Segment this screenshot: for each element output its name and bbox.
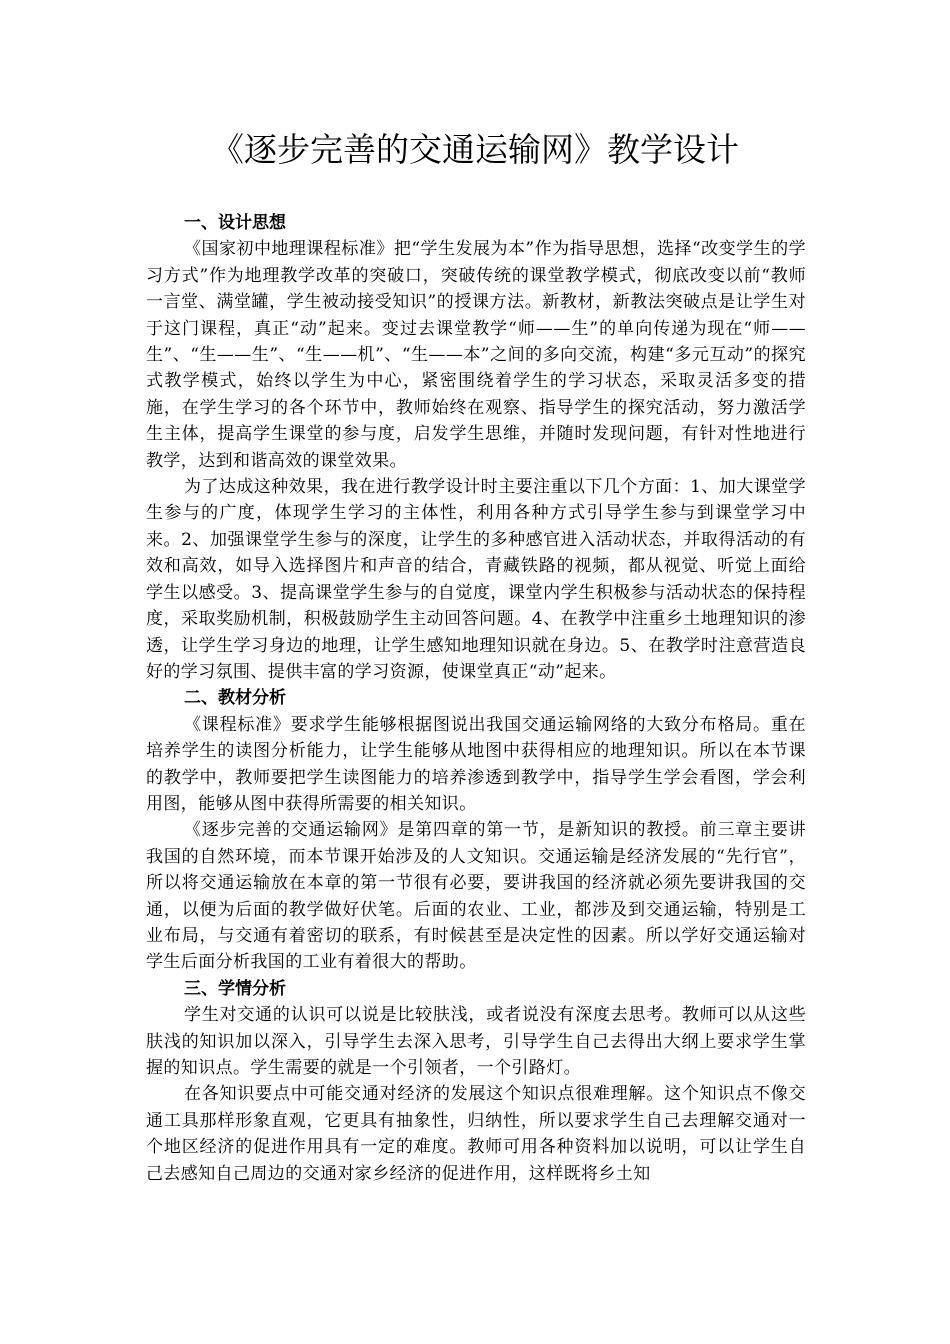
paragraph: 《课程标准》要求学生能够根据图说出我国交通运输网络的大致分布格局。重在培养学生的读图分析能力，让学生能够从地图中获得相应的地理知识。所以在本节课的教学中，教师要把学生读图能力的培养渗透到教学中，指导学生学会看图，学会利用图，能够从图中获得所需要的相关知识。 [146,714,806,814]
paragraph: 在各知识要点中可能交通对经济的发展这个知识点很难理解。这个知识点不像交通工具那样形象直观，它更具有抽象性，归纳性，所以要求学生自己去理解交通对一个地区经济的促进作用具有一定的难度。教师可用各种资料加以说明，可以让学生自己去感知自己周边的交通对家乡经济的促进作用，这样既将乡土知 [146,1084,806,1184]
section-heading-student-analysis: 三、学情分析 [184,978,286,999]
paragraph: 为了达成这种效果，我在进行教学设计时主要注重以下几个方面：1、加大课堂学生参与的广度，体现学生学习的主体性，利用各种方式引导学生参与到课堂学习中来。2、加强课堂学生参与的深度，让学生的多种感官进入活动状态，并取得活动的有效和高效，如导入选择图片和声音的结合，青藏铁路的视频，都从视觉、听觉上面给学生以感受。3、提高课堂学生参与的自觉度，课堂内学生积极参与活动状态的保持程度，采取奖励机制，积极鼓励学生主动回答问题。4、在教学中注重乡土地理知识的渗透，让学生学习身边的地理，让学生感知地理知识就在身边。5、在教学时注意营造良好的学习氛围、提供丰富的学习资源，使课堂真正“动”起来。 [146,477,806,682]
document-body [146,210,806,1187]
section-heading-textbook-analysis: 二、教材分析 [184,688,286,709]
paragraph: 学生对交通的认识可以说是比较肤浅，或者说没有深度去思考。教师可以从这些肤浅的知识加以深入，引导学生去深入思考，引导学生自己去得出大纲上要求学生掌握的知识点。学生需要的就是一个引领者，一个引路灯。 [146,1005,806,1078]
document-title: 《逐步完善的交通运输网》教学设计 [211,130,739,169]
section-heading-design-idea: 一、设计思想 [184,213,286,233]
paragraph: 《国家初中地理课程标准》把“学生发展为本”作为指导思想，选择“改变学生的学习方式”作为地理教学改革的突破口，突破传统的课堂教学模式，彻底改变以前“教师一言堂、满堂罐，学生被动接受知识”的授课方法。新教材，新教法突破点是让学生对于这门课程，真正“动”起来。变过去课堂教学“师——生”的单向传递为现在“师——生”、“生——生”、“生——机”、“生——本”之间的多向交流，构建“多元互动”的探究式教学模式，始终以学生为中心，紧密围绕着学生的学习状态，采取灵活多变的措施，在学生学习的各个环节中，教师始终在观察、指导学生的探究活动，努力激活学生主体，提高学生课堂的参与度，启发学生思维，并随时发现问题，有针对性地进行教学，达到和谐高效的课堂效果。 [146,239,806,471]
paragraph: 《逐步完善的交通运输网》是第四章的第一节，是新知识的教授。前三章主要讲我国的自然环境，而本节课开始涉及的人文知识。交通运输是经济发展的“先行官”，所以将交通运输放在本章的第一节很有必要，要讲我国的经济就必须先要讲我国的交通，以便为后面的教学做好伏笔。后面的农业、工业，都涉及到交通运输，特别是工业布局，与交通有着密切的联系，有时候甚至是决定性的因素。所以学好交通运输对学生后面分析我国的工业有着很大的帮助。 [146,820,806,973]
